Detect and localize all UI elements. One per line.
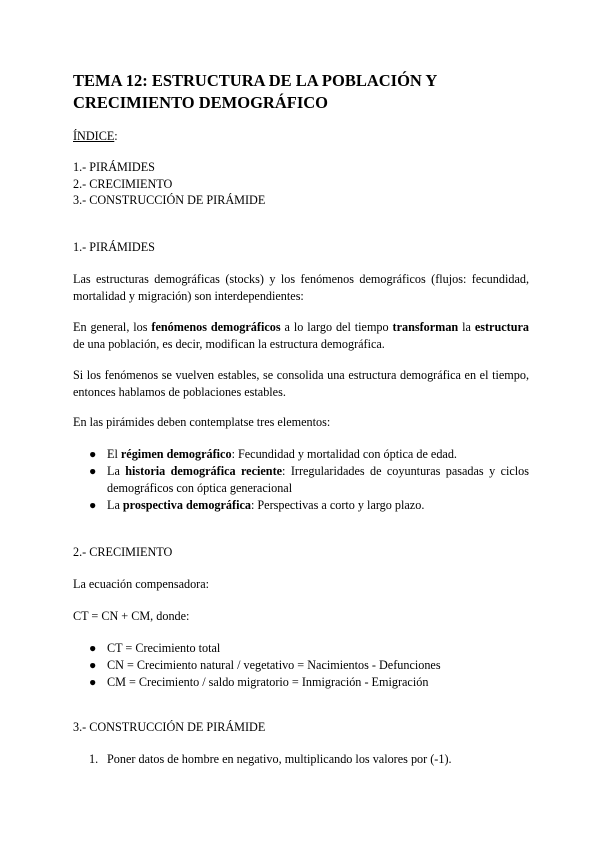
bullet-icon: ●	[89, 498, 97, 512]
bullet-text-bold: régimen demográfico	[120, 447, 232, 461]
bullet-text-post: : Fecundidad y mortalidad con óptica de edad.	[231, 447, 457, 461]
document-title: TEMA 12: ESTRUCTURA DE LA POBLACIÓN Y CRECIMIENTO DEMOGRÁFICO	[73, 71, 437, 112]
bullet-icon: ●	[89, 675, 97, 689]
section1-paragraph-4: En las pirámides deben contemplatse tres elementos:	[73, 415, 331, 429]
bullet-icon: ●	[89, 641, 97, 655]
bullet-text-pre: La	[107, 498, 123, 512]
bullet-text: CM = Crecimiento / saldo migratorio = Inmigración - Emigración	[107, 675, 429, 689]
bullet-text-bold: prospectiva demográfica	[122, 498, 251, 512]
bullet-text: CN = Crecimiento natural / vegetativo = Nacimientos - Defunciones	[107, 658, 441, 672]
bullet-text-post: : Perspectivas a corto y largo plazo.	[250, 498, 425, 512]
index-heading-label: ÍNDICE	[73, 129, 115, 143]
p2-bold-estructura: estructura	[474, 320, 529, 334]
list-item	[89, 751, 529, 768]
index-heading	[73, 128, 118, 145]
bullet-icon: ●	[89, 447, 97, 461]
section2-paragraph-1: La ecuación compensadora:	[73, 577, 210, 591]
step-text: Poner datos de hombre en negativo, multiplicando los valores por (-1).	[107, 752, 452, 766]
bullet-text: CT = Crecimiento total	[107, 641, 221, 655]
section2-heading: 2.- CRECIMIENTO	[73, 545, 173, 559]
bullet-text-post: : Irregularidades de coyunturas pasadas y ciclos demográficos con óptica generacional	[107, 464, 529, 495]
list-item	[89, 657, 529, 674]
section3-heading: 3.- CONSTRUCCIÓN DE PIRÁMIDE	[73, 720, 266, 734]
bullet-text-pre: La	[107, 464, 126, 478]
step-number: 1.	[89, 752, 99, 766]
p2-bold-transforman: transforman	[392, 320, 459, 334]
section3-numbered-list	[89, 751, 529, 768]
index-item-2: 2.- CRECIMIENTO	[73, 177, 173, 191]
bullet-icon: ●	[89, 658, 97, 672]
index-heading-colon: :	[114, 129, 118, 143]
list-item	[89, 674, 529, 691]
p2-text-g: de una población, es decir, modifican la estructura demográfica.	[73, 337, 385, 351]
bullet-text-pre: El	[107, 447, 121, 461]
index-item-1: 1.- PIRÁMIDES	[73, 160, 155, 174]
list-item	[89, 640, 529, 657]
p2-text-c: a lo largo del tiempo	[280, 320, 393, 334]
section2-bullet-list	[89, 640, 529, 691]
section1-bullet-list	[89, 446, 529, 514]
section1-paragraph-2	[73, 319, 529, 353]
section1-heading: 1.- PIRÁMIDES	[73, 240, 155, 254]
p2-text-e: la	[458, 320, 475, 334]
p2-bold-fenomenos: fenómenos demográficos	[151, 320, 281, 334]
p2-text-a: En general, los	[73, 320, 152, 334]
index-item-3: 3.- CONSTRUCCIÓN DE PIRÁMIDE	[73, 193, 266, 207]
list-item	[89, 497, 529, 514]
section1-paragraph-1: Las estructuras demográficas (stocks) y los fenómenos demográficos (flujos: fecundidad, mortalidad y migración) son interdependientes:	[73, 272, 529, 303]
list-item	[89, 446, 529, 463]
list-item	[89, 463, 529, 497]
section1-paragraph-3: Si los fenómenos se vuelven estables, se consolida una estructura demográfica en el tiempo, entonces hablamos de poblaciones estables.	[73, 368, 529, 399]
section2-paragraph-2: CT = CN + CM, donde:	[73, 609, 190, 623]
bullet-text-bold: historia demográfica reciente	[125, 464, 283, 478]
bullet-icon: ●	[89, 464, 97, 478]
